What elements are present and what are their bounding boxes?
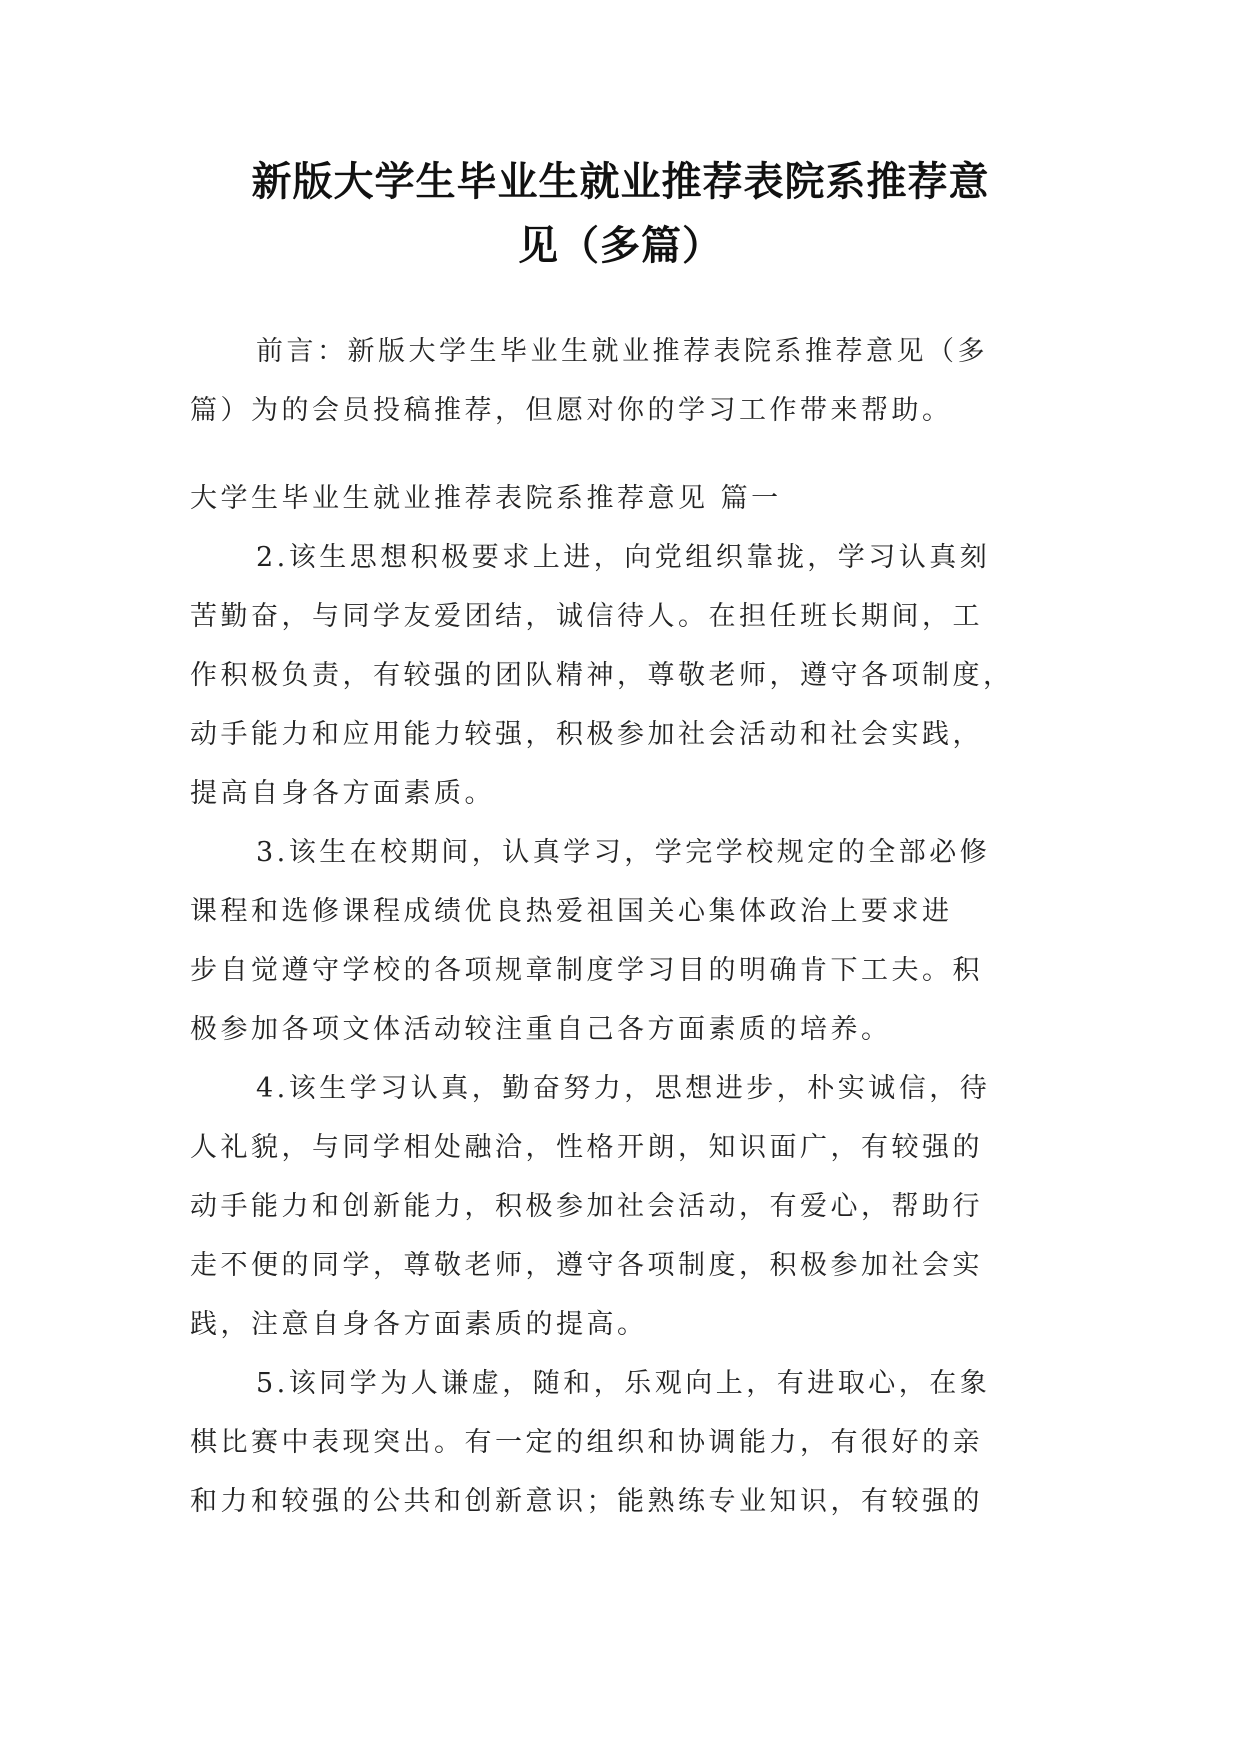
paragraph-line: 动手能力和创新能力，积极参加社会活动，有爱心，帮助行 [190,1191,983,1222]
paragraph-5 [190,1354,1060,1531]
paragraph-4 [190,1059,1060,1354]
paragraph-line: 极参加各项文体活动较注重自己各方面素质的培养。 [190,1014,892,1045]
paragraph-line: 3.该生在校期间，认真学习，学完学校规定的全部必修 [256,837,991,868]
paragraph-line: 苦勤奋，与同学友爱团结，诚信待人。在担任班长期间，工 [190,601,983,632]
paragraph-line: 2.该生思想积极要求上进，向党组织靠拢，学习认真刻 [256,542,991,573]
paragraph-3 [190,823,1060,1059]
paragraph-line: 作积极负责，有较强的团队精神，尊敬老师，遵守各项制度， [190,660,1014,691]
paragraph-line: 人礼貌，与同学相处融洽，性格开朗，知识面广，有较强的 [190,1132,983,1163]
document-title [150,150,1091,278]
paragraph-line: 走不便的同学，尊敬老师，遵守各项制度，积极参加社会实 [190,1250,983,1281]
preface-line-1: 前言：新版大学生毕业生就业推荐表院系推荐意见（多 [256,336,988,367]
section-heading [190,469,1060,528]
paragraph-line: 棋比赛中表现突出。有一定的组织和协调能力，有很好的亲 [190,1427,983,1458]
paragraph-line: 动手能力和应用能力较强，积极参加社会活动和社会实践， [190,719,983,750]
paragraph-line: 和力和较强的公共和创新意识；能熟练专业知识，有较强的 [190,1486,983,1517]
paragraph-line: 提高自身各方面素质。 [190,778,495,809]
preface-line-2: 篇）为的会员投稿推荐，但愿对你的学习工作带来帮助。 [190,395,953,426]
paragraph-2 [190,528,1060,823]
paragraph-line: 践，注意自身各方面素质的提高。 [190,1309,648,1340]
section-heading-text: 大学生毕业生就业推荐表院系推荐意见 篇一 [190,483,782,514]
paragraph-line: 课程和选修课程成绩优良热爱祖国关心集体政治上要求进 [190,896,953,927]
paragraph-line: 步自觉遵守学校的各项规章制度学习目的明确肯下工夫。积 [190,955,983,986]
title-line-1: 新版大学生毕业生就业推荐表院系推荐意 [251,159,990,205]
title-line-2: 见（多篇） [518,223,723,269]
paragraph-line: 4.该生学习认真，勤奋努力，思想进步，朴实诚信，待 [256,1073,991,1104]
paragraph-line: 5.该同学为人谦虚，随和，乐观向上，有进取心，在象 [256,1368,991,1399]
preface [190,322,1060,440]
